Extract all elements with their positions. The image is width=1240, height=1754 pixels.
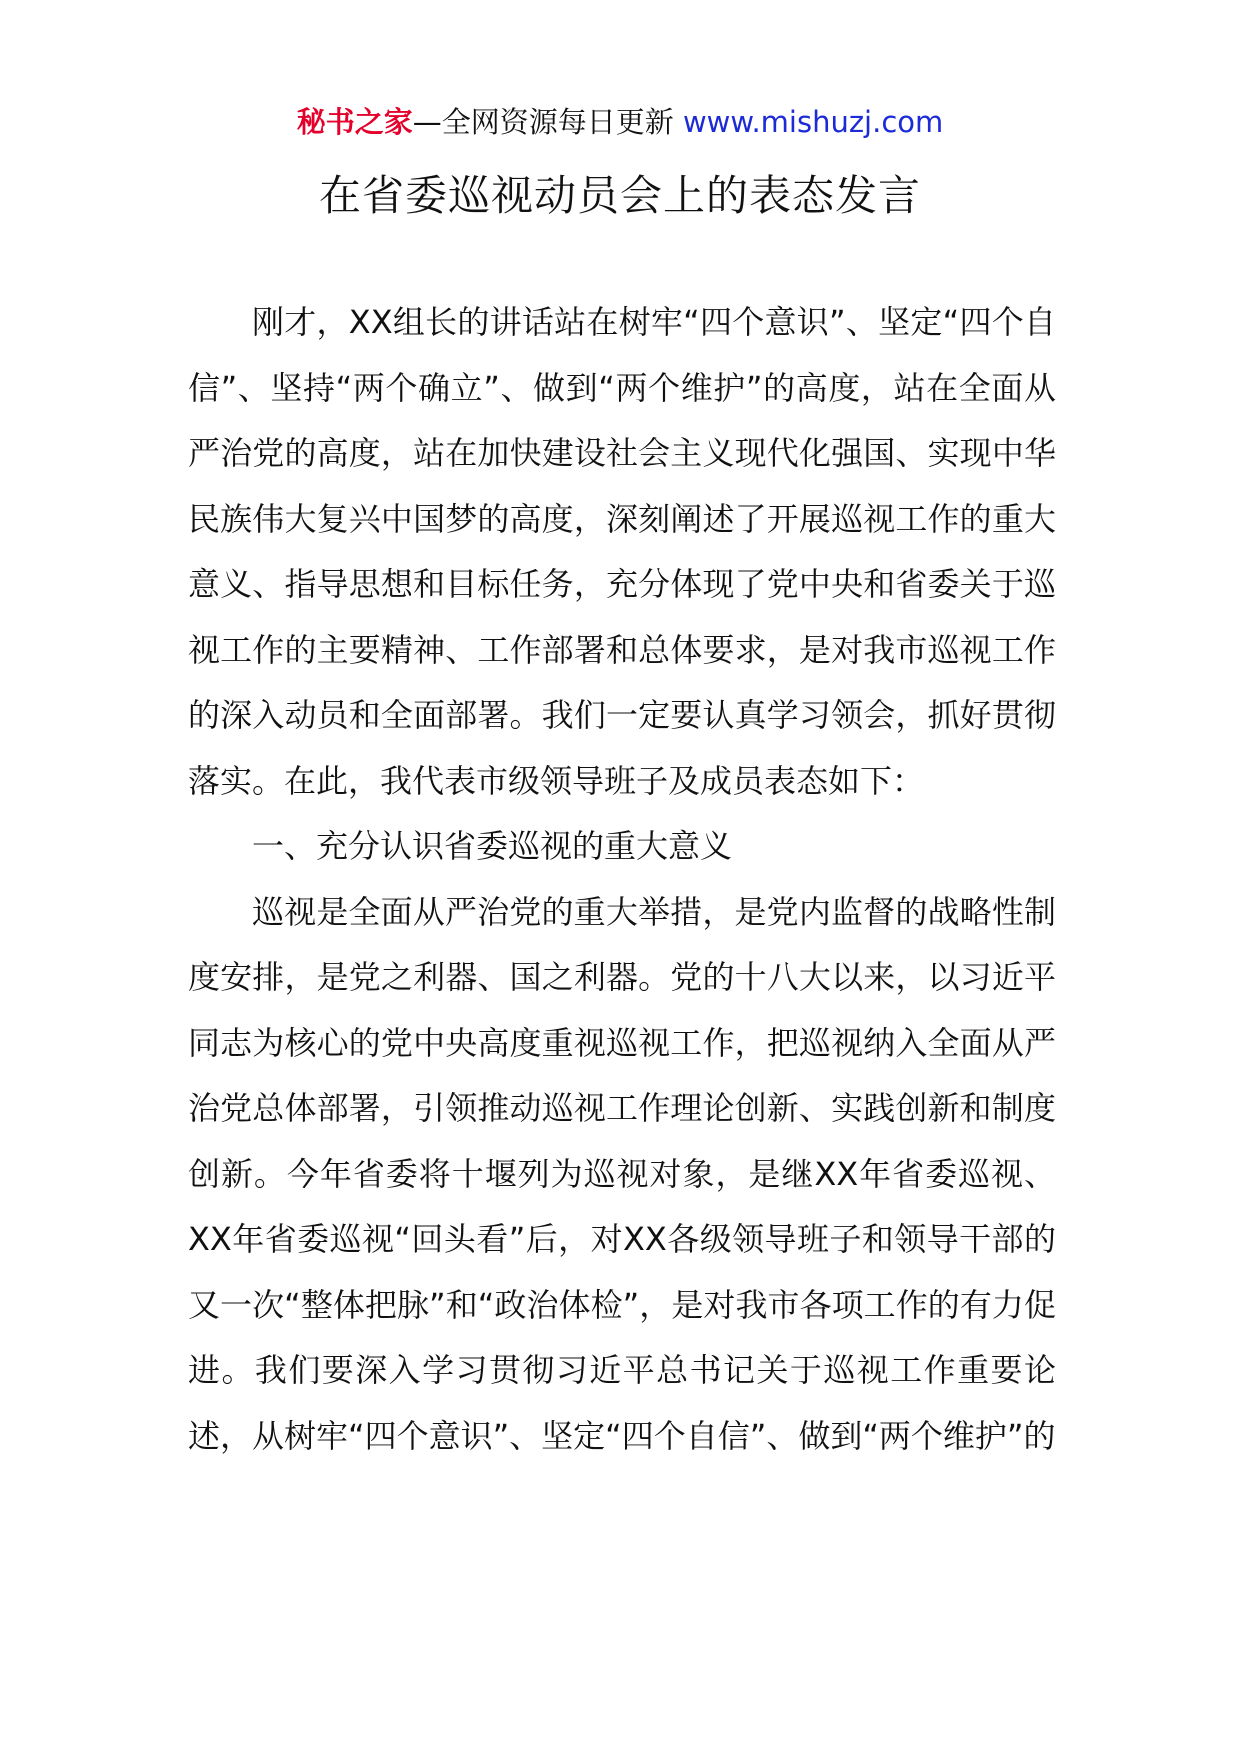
header-tagline: —全网资源每日更新: [412, 105, 683, 139]
paragraph-intro: 刚才，XX组长的讲话站在树牢“四个意识”、坚定“四个自信”、坚持“两个确立”、做到“两个维护”的高度，站在全面从严治党的高度，站在加快建设社会主义现代化强国、实现中华民族伟大复兴中国梦的高度，深刻阐述了开展巡视工作的重大意义、指导思想和目标任务，充分体现了党中央和省委关于巡视工作的主要精神、工作部署和总体要求，是对我市巡视工作的深入动员和全面部署。我们一定要认真学习领会，抓好贯彻落实。在此，我代表市级领导班子及成员表态如下：: [188, 303, 1056, 800]
document-title: 在省委巡视动员会上的表态发言: [318, 171, 921, 220]
site-url-link[interactable]: www.mishuzj.com: [682, 105, 944, 139]
paragraph-section-1: 巡视是全面从严治党的重大举措，是党内监督的战略性制度安排，是党之利器、国之利器。党的十八大以来，以习近平同志为核心的党中央高度重视巡视工作，把巡视纳入全面从严治党总体部署，引领推动巡视工作理论创新、实践创新和制度创新。今年省委将十堰列为巡视对象，是继XX年省委巡视、XX年省委巡视“回头看”后，对XX各级领导班子和领导干部的又一次“整体把脉”和“政治体检”，是对我市各项工作的有力促进。我们要深入学习贯彻习近平总书记关于巡视工作重要论述，从树牢“四个意识”、坚定“四个自信”、做到“两个维护”的: [188, 892, 1056, 1455]
document-body: [188, 290, 1056, 1469]
site-header: [0, 100, 1240, 144]
brand-name: 秘书之家: [296, 105, 413, 139]
section-heading-1: 一、充分认识省委巡视的重大意义: [252, 827, 733, 865]
